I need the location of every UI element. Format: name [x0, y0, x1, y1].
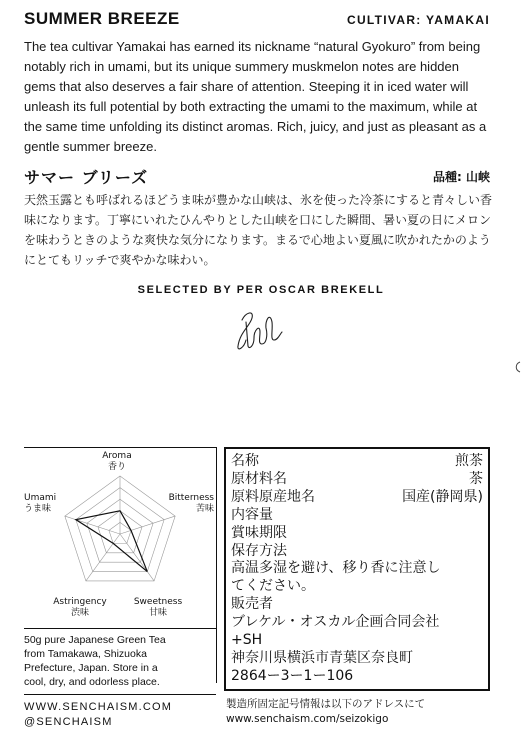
label-row: [231, 614, 483, 631]
label-key: 2864ー3ー1ー106: [231, 667, 354, 684]
radar-axis-line: [86, 534, 120, 581]
label-key: 販売者: [231, 596, 273, 613]
label-value: 国産(静岡県): [402, 488, 483, 505]
label-key: 名称: [231, 453, 259, 469]
selected-by-line: SELECTED BY PER OSCAR BREKELL: [137, 284, 385, 296]
japanese-cultivar-label: 品種: 山峡: [433, 170, 490, 184]
label-row: [231, 578, 483, 595]
label-row: [231, 560, 483, 577]
label-value: 茶: [469, 470, 483, 487]
radar-axis-line: [120, 534, 154, 581]
axis-label-bitterness: Bitterness 苦味: [168, 493, 214, 514]
axis-label-umami: Umami うま味: [24, 493, 57, 514]
label-value: 煎茶: [455, 453, 483, 469]
label-key: てください。: [231, 578, 315, 595]
label-key: 高温多湿を避け、移り香に注意し: [231, 560, 441, 577]
section-vertical-rule: [216, 447, 217, 683]
label-key: 原料原産地名: [231, 488, 315, 505]
label-row: [231, 507, 483, 524]
section-bottom-rule: [24, 694, 216, 695]
english-description: The tea cultivar Yamakai has earned its nickname “natural Gyokuro” from being notably rich in umami, but its unique summery muskmelon notes are hidden gems that also deserves a fair share of attention. Steeping it in iced water will unleash its full potential by both extracting the umami to the maximum, while at the same time unfolding its distinct aromas. Rich, juicy, and just as pleasant as a gentle summer breeze.: [24, 39, 487, 154]
footer-contact: [24, 700, 172, 730]
label-key: 賞味期限: [231, 524, 287, 541]
axis-label-astringency: Astringency 渋味: [53, 597, 107, 618]
food-label-box: [224, 447, 490, 691]
label-key: ブレケル・オスカル企画合同会社: [231, 614, 440, 631]
section-middle-rule: [24, 628, 216, 629]
label-key: 保存方法: [231, 542, 287, 559]
label-row: [231, 668, 483, 685]
label-row: [231, 489, 483, 506]
label-row: [231, 543, 483, 560]
tea-title: SUMMER BREEZE: [24, 9, 180, 28]
axis-label-sweetness: Sweetness 甘味: [133, 597, 183, 618]
axis-label-aroma: Aroma 香り: [102, 451, 132, 472]
edge-mark-icon: [512, 360, 522, 374]
seizokigo-link[interactable]: www.senchaism.com/seizokigo: [226, 713, 389, 725]
label-row: [231, 453, 483, 470]
social-handle: @SENCHAISM: [24, 716, 113, 728]
manufacturer-note: 製造所固定記号情報は以下のアドレスにて www.senchaism.com/seizokigo: [226, 698, 426, 725]
signature-image: [224, 302, 294, 354]
label-row: [231, 471, 483, 488]
japanese-title: サマー ブリーズ: [24, 168, 149, 187]
japanese-description: 天然玉露とも呼ばれるほどうま味が豊かな山峡は、氷を使った冷茶にすると青々しい香味になります。丁寧にいれたひんやりとした山峡を口にした瞬間、暑い夏の日にメロンを味わうときのような爽快な気分になります。まるで心地よい夏風に吹かれたかのようにとてもリッチで爽やかな味わい。: [24, 193, 493, 267]
label-row: [231, 596, 483, 613]
label-row: [231, 650, 483, 667]
label-key: 神奈川県横浜市青葉区奈良町: [231, 649, 413, 666]
label-key: 内容量: [231, 506, 273, 523]
cultivar-label: CULTIVAR: YAMAKAI: [347, 13, 490, 27]
website-link[interactable]: WWW.SENCHAISM.COM: [24, 701, 173, 713]
radar-axis-line: [65, 516, 120, 534]
package-description: 50g pure Japanese Green Tea from Tamakawa, Shizuoka Prefecture, Japan. Store in a cool, dry, and odorless place.: [24, 634, 166, 688]
label-key: 原材料名: [231, 470, 287, 487]
label-key: +SH: [231, 632, 263, 648]
label-row: [231, 632, 483, 649]
label-row: [231, 525, 483, 542]
